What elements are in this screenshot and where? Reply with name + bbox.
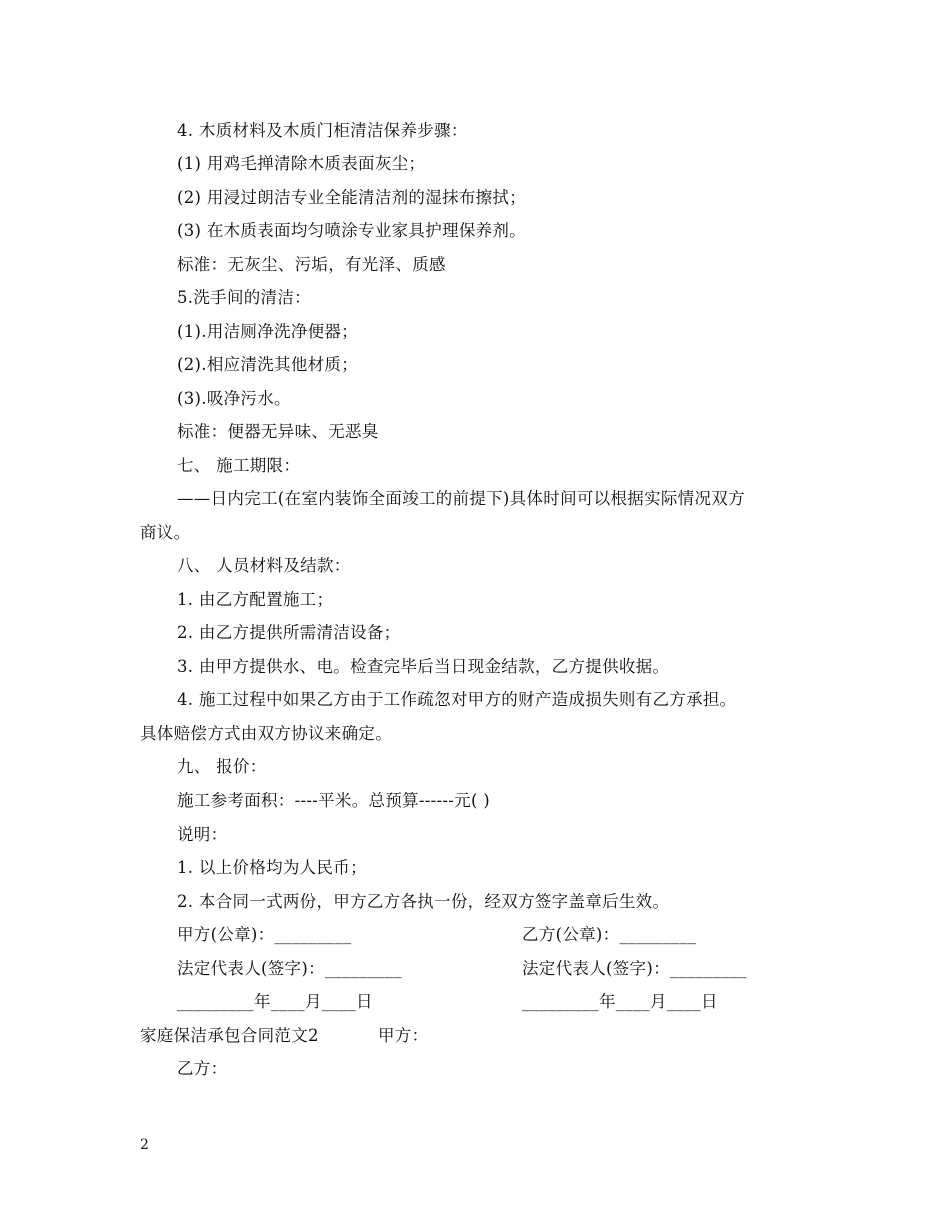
text-line: 说明： (177, 825, 228, 844)
text-line: (2).相应清洗其他材质； (177, 355, 359, 374)
text-line: 2. 由乙方提供所需清洁设备； (177, 623, 401, 642)
text-line: (1) 用鸡毛掸清除木质表面灰尘； (177, 154, 426, 173)
section-heading: 八、 人员材料及结款： (177, 556, 351, 575)
signature-rep-b: 法定代表人(签字)：_________ (522, 959, 747, 978)
text-line: 标准：便器无异味、无恶臭 (177, 422, 379, 441)
next-section-title: 家庭保洁承包合同范文2 (140, 1026, 319, 1045)
signature-date-b: _________年____月____日 (522, 992, 718, 1011)
text-line: (3).吸净污水。 (177, 389, 291, 408)
text-line: (2) 用浸过朗洁专业全能清洁剂的湿抹布擦拭； (177, 188, 527, 207)
text-line: 4. 木质材料及木质门柜清洁保养步骤： (177, 121, 468, 140)
next-section-party-b: 乙方： (177, 1059, 228, 1078)
signature-rep-a: 法定代表人(签字)：_________ (177, 959, 402, 978)
text-line: 商议。 (140, 523, 191, 542)
section-heading: 九、 报价： (177, 757, 267, 776)
text-line: 标准：无灰尘、污垢，有光泽、质感 (177, 255, 446, 274)
text-line: 4. 施工过程中如果乙方由于工作疏忽对甲方的财产造成损失则有乙方承担。 (177, 690, 737, 709)
signature-party-a: 甲方(公章)：_________ (177, 925, 352, 944)
page-number: 2 (140, 1137, 149, 1153)
text-line: 5.洗手间的清洁： (177, 288, 311, 307)
text-line: 2. 本合同一式两份，甲方乙方各执一份，经双方签字盖章后生效。 (177, 892, 670, 911)
text-line: ——日内完工(在室内装饰全面竣工的前提下)具体时间可以根据实际情况双方 (177, 489, 745, 508)
text-line: 3. 由甲方提供水、电。检查完毕后当日现金结款，乙方提供收据。 (177, 657, 670, 676)
text-line: (3) 在木质表面均匀喷涂专业家具护理保养剂。 (177, 221, 527, 240)
text-line: 1. 以上价格均为人民币； (177, 858, 367, 877)
signature-date-a: _________年____月____日 (177, 992, 373, 1011)
section-heading: 七、 施工期限： (177, 456, 301, 475)
text-line: (1).用洁厕净洗净便器； (177, 322, 359, 341)
next-section-party-a: 甲方： (378, 1026, 429, 1045)
text-line: 1. 由乙方配置施工； (177, 590, 334, 609)
text-line: 施工参考面积：----平米。总预算------元( ) (177, 791, 490, 810)
signature-party-b: 乙方(公章)：_________ (522, 925, 697, 944)
text-line: 具体赔偿方式由双方协议来确定。 (140, 724, 392, 743)
